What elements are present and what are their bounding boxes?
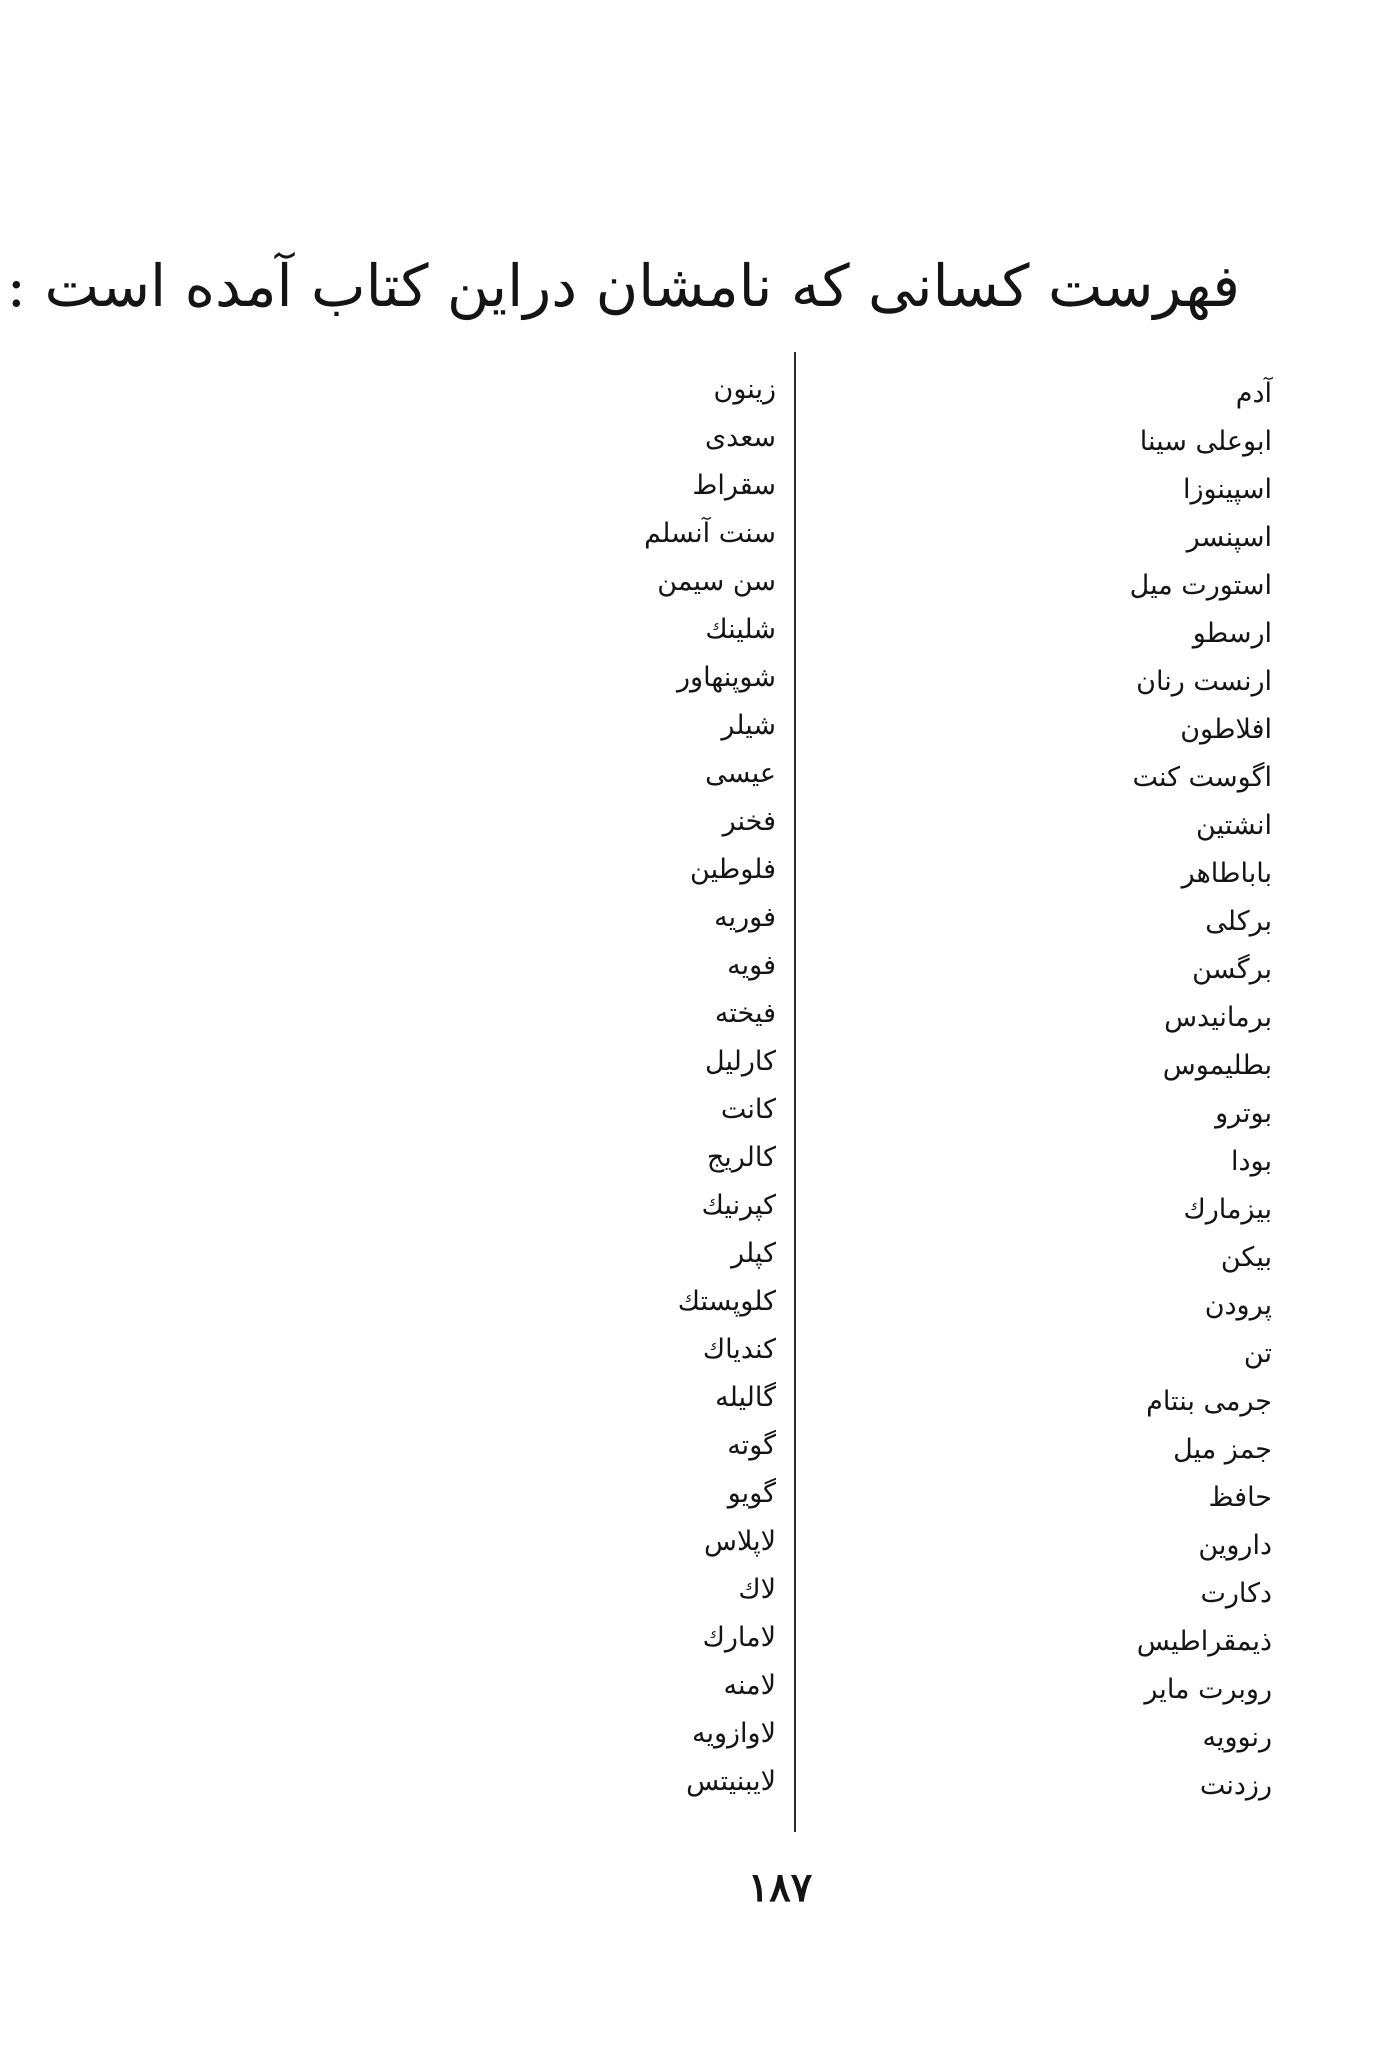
name-entry: اسپینوزا <box>1182 474 1272 505</box>
name-entry: کانت <box>720 1094 776 1125</box>
name-entry: گالیله <box>715 1382 776 1413</box>
page-number: ۱۸۷ <box>747 1864 813 1911</box>
name-entry: کپرنیك <box>701 1190 776 1221</box>
name-entry: دکارت <box>1200 1578 1272 1609</box>
names-column-left <box>560 366 776 1806</box>
name-entry: بیزمارك <box>1183 1194 1272 1225</box>
name-entry: ابوعلی سینا <box>1139 426 1272 457</box>
name-entry: کالریج <box>706 1142 776 1173</box>
name-entry: فوریه <box>714 902 776 933</box>
name-entry: کندیاك <box>702 1334 776 1365</box>
name-entry: کپلر <box>731 1238 776 1269</box>
name-entry: لامنه <box>723 1670 776 1701</box>
name-entry: عیسی <box>705 758 776 789</box>
name-entry: روبرت مایر <box>1144 1674 1272 1705</box>
page-title: فهرست کسانی که نامشان دراین کتاب آمده است : <box>6 252 1240 320</box>
name-entry: بیکن <box>1220 1242 1272 1273</box>
name-entry: سن سیمن <box>657 566 776 597</box>
name-entry: لاوازویه <box>691 1718 776 1749</box>
names-column-right <box>1000 370 1272 1810</box>
name-entry: ارنست رنان <box>1136 666 1272 697</box>
name-entry: بوترو <box>1215 1098 1272 1129</box>
name-entry: فیخته <box>714 998 776 1029</box>
name-entry: بودا <box>1231 1146 1272 1177</box>
name-entry: شلینك <box>705 614 776 645</box>
name-entry: فویه <box>727 950 776 981</box>
name-entry: حافظ <box>1208 1482 1272 1513</box>
name-entry: برگسن <box>1192 954 1272 985</box>
name-entry: سعدی <box>705 422 776 453</box>
name-entry: گویو <box>727 1478 776 1509</box>
name-entry: تن <box>1243 1338 1272 1369</box>
name-entry: جمز میل <box>1173 1434 1272 1465</box>
name-entry: شوپنهاور <box>677 662 776 693</box>
name-entry: لاك <box>738 1574 776 1605</box>
name-entry: کارلیل <box>705 1046 776 1077</box>
name-entry: رزدنت <box>1199 1770 1272 1801</box>
name-entry: اسپنسر <box>1186 522 1272 553</box>
name-entry: داروین <box>1198 1530 1272 1561</box>
name-entry: لاپلاس <box>704 1526 776 1557</box>
name-entry: فخنر <box>722 806 776 837</box>
name-entry: لایبنیتس <box>686 1766 776 1797</box>
name-entry: رنوویه <box>1202 1722 1272 1753</box>
name-entry: پرودن <box>1204 1290 1272 1321</box>
name-entry: شیلر <box>721 710 776 741</box>
name-entry: ذیمقراطیس <box>1136 1626 1272 1657</box>
name-entry: جرمی بنتام <box>1146 1386 1272 1417</box>
name-entry: لامارك <box>702 1622 776 1653</box>
name-entry: سقراط <box>692 470 776 501</box>
name-entry: ارسطو <box>1192 618 1272 649</box>
name-entry: بطلیموس <box>1162 1050 1272 1081</box>
name-entry: برکلی <box>1205 906 1272 937</box>
name-entry: زینون <box>713 374 776 405</box>
name-entry: افلاطون <box>1180 714 1272 745</box>
name-entry: برمانیدس <box>1164 1002 1272 1033</box>
name-entry: سنت آنسلم <box>644 518 776 549</box>
name-entry: کلوپستك <box>677 1286 776 1317</box>
name-entry: استورت میل <box>1129 570 1272 601</box>
name-entry: فلوطین <box>690 854 776 885</box>
name-entry: باباطاهر <box>1181 858 1272 889</box>
column-divider <box>794 352 796 1832</box>
name-entry: گوته <box>727 1430 776 1461</box>
name-entry: اگوست کنت <box>1132 762 1272 793</box>
name-entry: انشتین <box>1196 810 1272 841</box>
name-entry: آدم <box>1235 378 1272 409</box>
